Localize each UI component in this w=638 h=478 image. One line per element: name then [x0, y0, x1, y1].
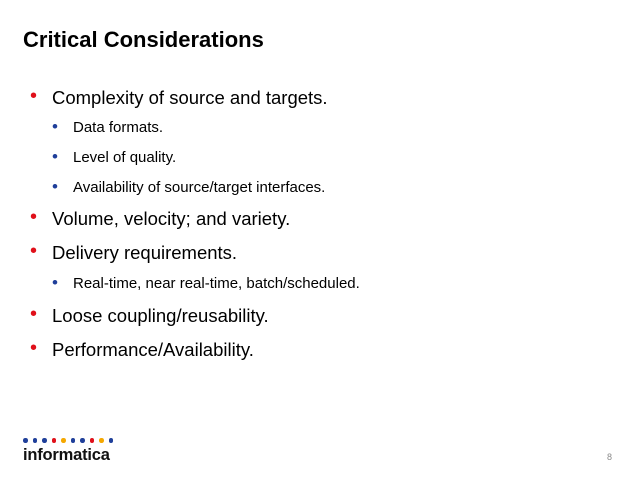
logo-wordmark: informatica: [23, 446, 110, 464]
logo-dot: [109, 438, 114, 443]
bullet-text: Level of quality.: [73, 149, 177, 166]
bullet-red-icon: •: [30, 240, 38, 262]
logo-dot: [23, 438, 28, 443]
bullet-blue-icon: •: [52, 117, 58, 136]
logo-dot: [80, 438, 85, 443]
slide-title: Critical Considerations: [23, 27, 264, 52]
bullet-red-icon: •: [30, 303, 38, 325]
logo-dots-icon: [23, 438, 123, 444]
bullet-text: Data formats.: [73, 119, 164, 136]
logo-dot: [42, 438, 47, 443]
informatica-logo: [23, 438, 133, 464]
logo-dot: [52, 438, 57, 443]
bullet-text: Delivery requirements.: [52, 242, 238, 263]
bullet-text: Performance/Availability.: [52, 339, 254, 360]
bullet-text: Volume, velocity; and variety.: [52, 208, 291, 229]
bullet-red-icon: •: [30, 85, 38, 107]
bullet-text: Availability of source/target interfaces.: [73, 179, 326, 196]
page-number: 8: [606, 452, 612, 462]
bullet-blue-icon: •: [52, 177, 58, 196]
bullet-blue-icon: •: [52, 147, 58, 166]
bullet-text: Loose coupling/reusability.: [52, 305, 269, 326]
logo-dot: [61, 438, 66, 443]
logo-dot: [99, 438, 104, 443]
bullet-text: Complexity of source and targets.: [52, 87, 328, 108]
logo-dot: [71, 438, 76, 443]
bullet-red-icon: •: [30, 206, 38, 228]
logo-dot: [33, 438, 38, 443]
logo-dot: [90, 438, 95, 443]
bullet-text: Real-time, near real-time, batch/scheduled.: [73, 275, 360, 292]
bullet-red-icon: •: [30, 337, 38, 359]
bullet-blue-icon: •: [52, 273, 58, 292]
